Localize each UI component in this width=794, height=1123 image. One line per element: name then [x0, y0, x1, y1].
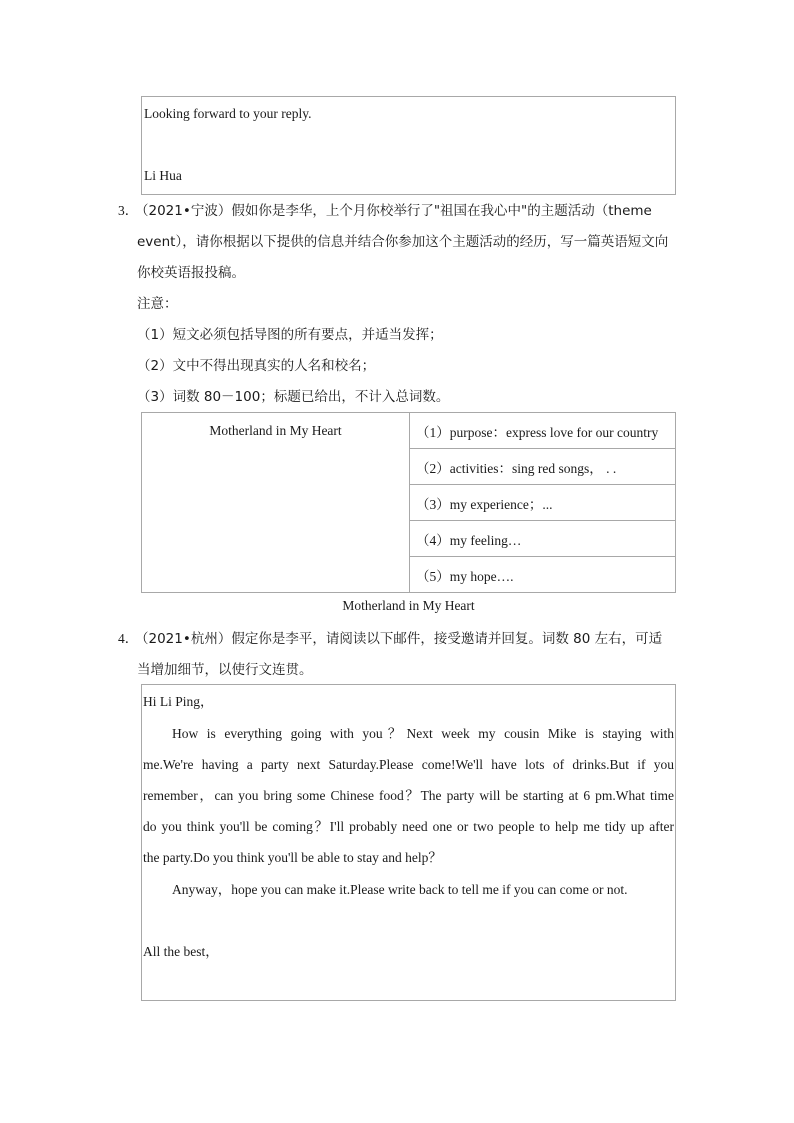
email-line-1: How is everything going with you？Next week my cousin Mike is staying with	[172, 726, 674, 741]
outline-table-title: Motherland in My Heart	[142, 413, 410, 593]
letter-signature: Li Hua	[144, 168, 182, 183]
email-line-3: remember，can you bring some Chinese food？The party will be starting at 6 pm.What time	[143, 788, 674, 803]
outline-point-feeling: （4）my feeling…	[410, 521, 676, 557]
email-greeting: Hi Li Ping，	[143, 694, 214, 709]
letter-closing: Looking forward to your reply.	[144, 106, 312, 121]
outline-point-activities: （2）activities：sing red songs， . .	[410, 449, 676, 485]
q3-prompt-line2: event），请你根据以下提供的信息并结合你参加这个主题活动的经历，写一篇英语短文向	[137, 234, 669, 250]
outline-point-experience: （3）my experience；...	[410, 485, 676, 521]
q3-prompt-line1: （2021•宁波）假如你是李华，上个月你校举行了"祖国在我心中"的主题活动（theme	[135, 203, 652, 219]
q4-number: 4．	[118, 631, 139, 646]
composition-title: Motherland in My Heart	[342, 598, 475, 613]
email-closing: All the best，	[143, 944, 219, 959]
q3-note-2: （2）文中不得出现真实的人名和校名；	[137, 358, 376, 374]
q4-prompt-line2: 当增加细节，以使行文连贯。	[137, 662, 313, 678]
email-paragraph-2: Anyway，hope you can make it.Please write back to tell me if you can come or not.	[172, 882, 628, 897]
outline-table	[141, 412, 676, 593]
q3-note-1: （1）短文必须包括导图的所有要点，并适当发挥；	[137, 327, 443, 343]
email-line-5: the party.Do you think you'll be able to stay and help？	[143, 850, 442, 865]
q3-note-title: 注意：	[137, 296, 178, 312]
outline-point-purpose: （1）purpose：express love for our country	[410, 413, 676, 449]
q4-prompt-line1: （2021•杭州）假定你是李平，请阅读以下邮件，接受邀请并回复。词数 80 左右，可适	[135, 631, 663, 647]
email-line-2: me.We're having a party next Saturday.Please come!We'll have lots of drinks.But if you	[143, 757, 674, 772]
q3-note-3: （3）词数 80－100；标题已给出，不计入总词数。	[137, 389, 450, 405]
outline-point-hope: （5）my hope….	[410, 557, 676, 593]
q3-number: 3．	[118, 203, 139, 218]
q3-prompt-line3: 你校英语报投稿。	[137, 265, 245, 281]
email-line-4: do you think you'll be coming？I'll probably need one or two people to help me tidy up after	[143, 819, 674, 834]
